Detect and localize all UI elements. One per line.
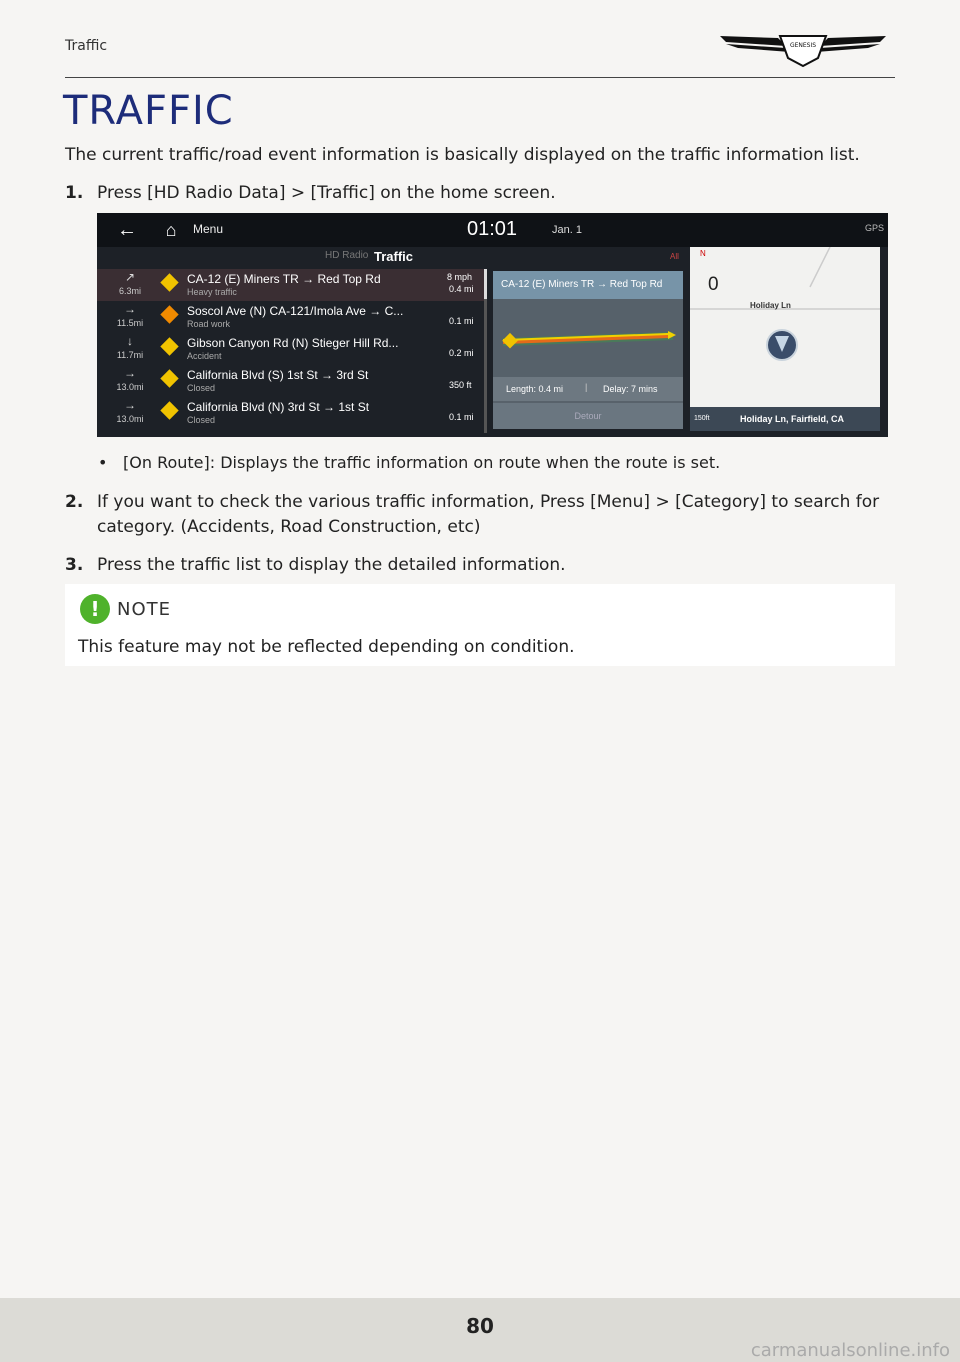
current-location: Holiday Ln, Fairfield, CA	[740, 414, 845, 424]
map-roads-icon	[690, 247, 880, 407]
event-type: Closed	[187, 415, 216, 425]
step-text: If you want to check the various traffic information, Press [Menu] > [Category] to search for category. (Accidents, Road Construction, etc)	[97, 492, 880, 537]
compass-north-icon[interactable]: N	[700, 249, 706, 258]
step-text: Press [HD Radio Data] > [Traffic] on the home screen.	[97, 183, 556, 203]
note-title: NOTE	[117, 599, 172, 620]
length-label: Length: 0.4 mi	[506, 384, 564, 394]
direction-arrow-icon: ↗	[124, 270, 136, 284]
direction-arrow-icon: →	[124, 398, 136, 412]
route-preview-icon	[493, 299, 683, 377]
clock: 01:01	[467, 218, 518, 240]
step-text: Press the traffic list to display the detailed information.	[97, 555, 566, 575]
note-box	[65, 584, 895, 666]
event-type: Closed	[187, 383, 216, 393]
traffic-list-item[interactable]	[97, 365, 484, 397]
direction-arrow-icon: ↓	[127, 334, 133, 348]
note-text: This feature may not be reflected depending on condition.	[78, 637, 575, 657]
heavy-traffic-sign-icon	[160, 273, 178, 291]
direction-arrow-icon: →	[124, 302, 136, 316]
road-name: California Blvd (S) 1st St → 3rd St	[187, 368, 369, 382]
map-scale: 150ft	[694, 415, 710, 422]
watermark: carmanualsonline.info	[750, 1340, 950, 1361]
step-number: 1.	[65, 183, 84, 203]
road-name: California Blvd (N) 3rd St → 1st St	[187, 400, 370, 414]
event-length: 0.1 mi	[449, 316, 474, 326]
bullet-mark: •	[98, 453, 108, 472]
traffic-list-item[interactable]	[97, 333, 484, 365]
detour-button[interactable]: Detour	[493, 403, 683, 429]
road-name: CA-12 (E) Miners TR → Red Top Rd	[187, 272, 381, 286]
road-name: Soscol Ave (N) CA-121/Imola Ave → C...	[187, 304, 404, 318]
exclamation-icon: !	[80, 594, 110, 624]
closed-sign-icon	[160, 401, 178, 419]
speed: 8 mph	[447, 272, 473, 282]
detail-title: CA-12 (E) Miners TR → Red Top Rd	[493, 271, 683, 299]
distance: 11.7mi	[116, 350, 144, 360]
svg-text:GENESIS: GENESIS	[789, 42, 817, 49]
event-type: Heavy traffic	[187, 287, 237, 297]
distance: 6.3mi	[118, 286, 141, 296]
detail-info	[493, 377, 683, 401]
delay-label: Delay: 7 mins	[603, 384, 658, 394]
detail-panel	[493, 271, 683, 429]
home-icon[interactable]: ⌂	[165, 220, 177, 240]
map-panel[interactable]	[690, 247, 880, 431]
menu-button[interactable]: Menu	[193, 222, 224, 236]
road-name: Gibson Canyon Rd (N) Stieger Hill Rd...	[187, 336, 399, 350]
page-footer	[0, 1298, 960, 1362]
traffic-list-item[interactable]	[97, 397, 484, 429]
divider: |	[585, 382, 588, 392]
gps-signal-icon: GPS	[865, 223, 885, 233]
bullet-text: [On Route]: Displays the traffic information on route when the route is set.	[123, 453, 721, 472]
event-type: Road work	[187, 319, 231, 329]
back-arrow-icon[interactable]: ←	[117, 219, 137, 241]
distance: 13.0mi	[116, 382, 144, 392]
traffic-list-item[interactable]	[97, 301, 484, 333]
hd-radio-logo: HD Radio	[325, 250, 369, 261]
distance: 13.0mi	[116, 414, 144, 424]
event-length: 0.2 mi	[449, 348, 474, 358]
closed-sign-icon	[160, 369, 178, 387]
vehicle-position-icon	[766, 329, 798, 361]
road-label: Holiday Ln	[750, 301, 791, 310]
filter-label[interactable]: All	[670, 252, 679, 261]
step-number: 3.	[65, 555, 84, 575]
accident-sign-icon	[160, 337, 178, 355]
list-title: Traffic	[374, 249, 414, 264]
event-type: Accident	[187, 351, 222, 361]
map-status-bar	[690, 407, 880, 431]
event-length: 0.1 mi	[449, 412, 474, 422]
traffic-screenshot	[97, 213, 888, 437]
step-number: 2.	[65, 492, 84, 512]
genesis-logo	[718, 28, 888, 70]
event-length: 350 ft	[449, 380, 472, 390]
road-work-sign-icon	[160, 305, 178, 323]
section-label: Traffic	[65, 38, 108, 54]
traffic-list-item[interactable]	[97, 269, 484, 301]
intro-text: The current traffic/road event information is basically displayed on the traffic information list.	[65, 145, 860, 165]
top-bar	[97, 213, 888, 247]
direction-arrow-icon: →	[124, 366, 136, 380]
map-value: 0	[708, 274, 719, 295]
distance: 11.5mi	[116, 318, 144, 328]
date: Jan. 1	[552, 224, 582, 236]
list-header	[97, 247, 687, 269]
scroll-thumb[interactable]	[484, 269, 487, 299]
page-title: TRAFFIC	[63, 88, 234, 134]
list-scrollbar[interactable]	[484, 269, 487, 433]
header-rule	[65, 77, 895, 78]
page-number: 80	[466, 1314, 494, 1338]
event-length: 0.4 mi	[449, 284, 474, 294]
